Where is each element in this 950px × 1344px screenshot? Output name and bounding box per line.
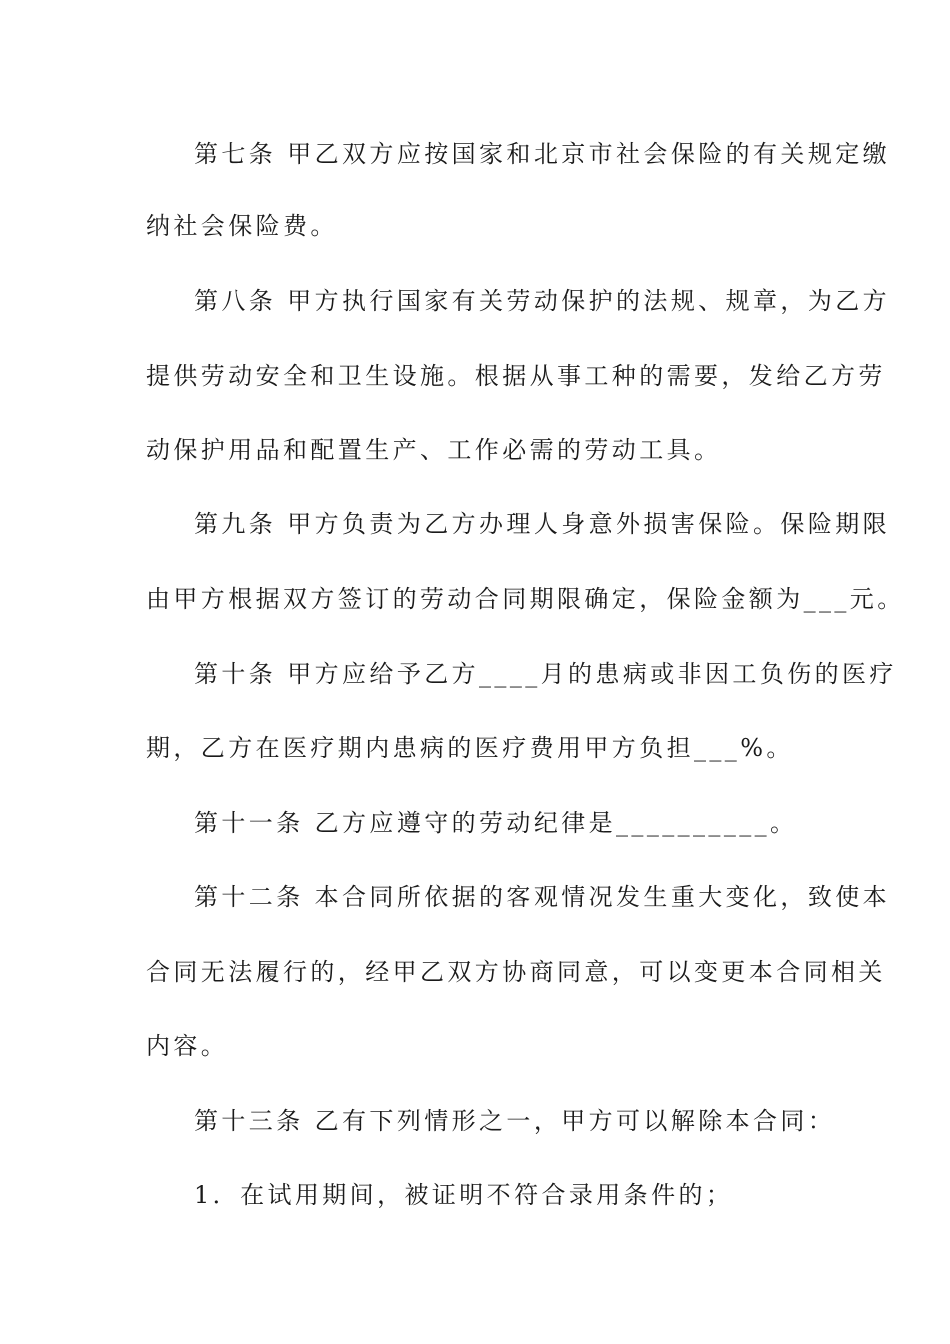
article-10-line-2: 期，乙方在医疗期内患病的医疗费用甲方负担___%。 xyxy=(146,734,794,762)
article-7-line-2: 纳社会保险费。 xyxy=(146,212,338,240)
article-10-line-1: 第十条 甲方应给予乙方____月的患病或非因工负伤的医疗 xyxy=(194,660,897,688)
article-11-line-1: 第十一条 乙方应遵守的劳动纪律是__________。 xyxy=(194,809,798,837)
article-12-line-2: 合同无法履行的，经甲乙双方协商同意，可以变更本合同相关 xyxy=(146,958,886,986)
article-12-line-3: 内容。 xyxy=(146,1032,229,1060)
article-9-line-1: 第九条 甲方负责为乙方办理人身意外损害保险。保险期限 xyxy=(194,510,891,538)
article-8-line-1: 第八条 甲方执行国家有关劳动保护的法规、规章，为乙方 xyxy=(194,287,891,315)
article-13-line-1: 第十三条 乙有下列情形之一，甲方可以解除本合同： xyxy=(194,1107,836,1135)
article-12-line-1: 第十二条 本合同所依据的客观情况发生重大变化，致使本 xyxy=(194,883,891,911)
article-9-line-2: 由甲方根据双方签订的劳动合同期限确定，保险金额为___元。 xyxy=(146,585,905,613)
article-8-line-3: 动保护用品和配置生产、工作必需的劳动工具。 xyxy=(146,436,722,464)
article-8-line-2: 提供劳动安全和卫生设施。根据从事工种的需要，发给乙方劳 xyxy=(146,362,886,390)
article-7-line-1: 第七条 甲乙双方应按国家和北京市社会保险的有关规定缴 xyxy=(194,140,891,168)
list-item-1: 1．在试用期间，被证明不符合录用条件的； xyxy=(194,1181,734,1209)
